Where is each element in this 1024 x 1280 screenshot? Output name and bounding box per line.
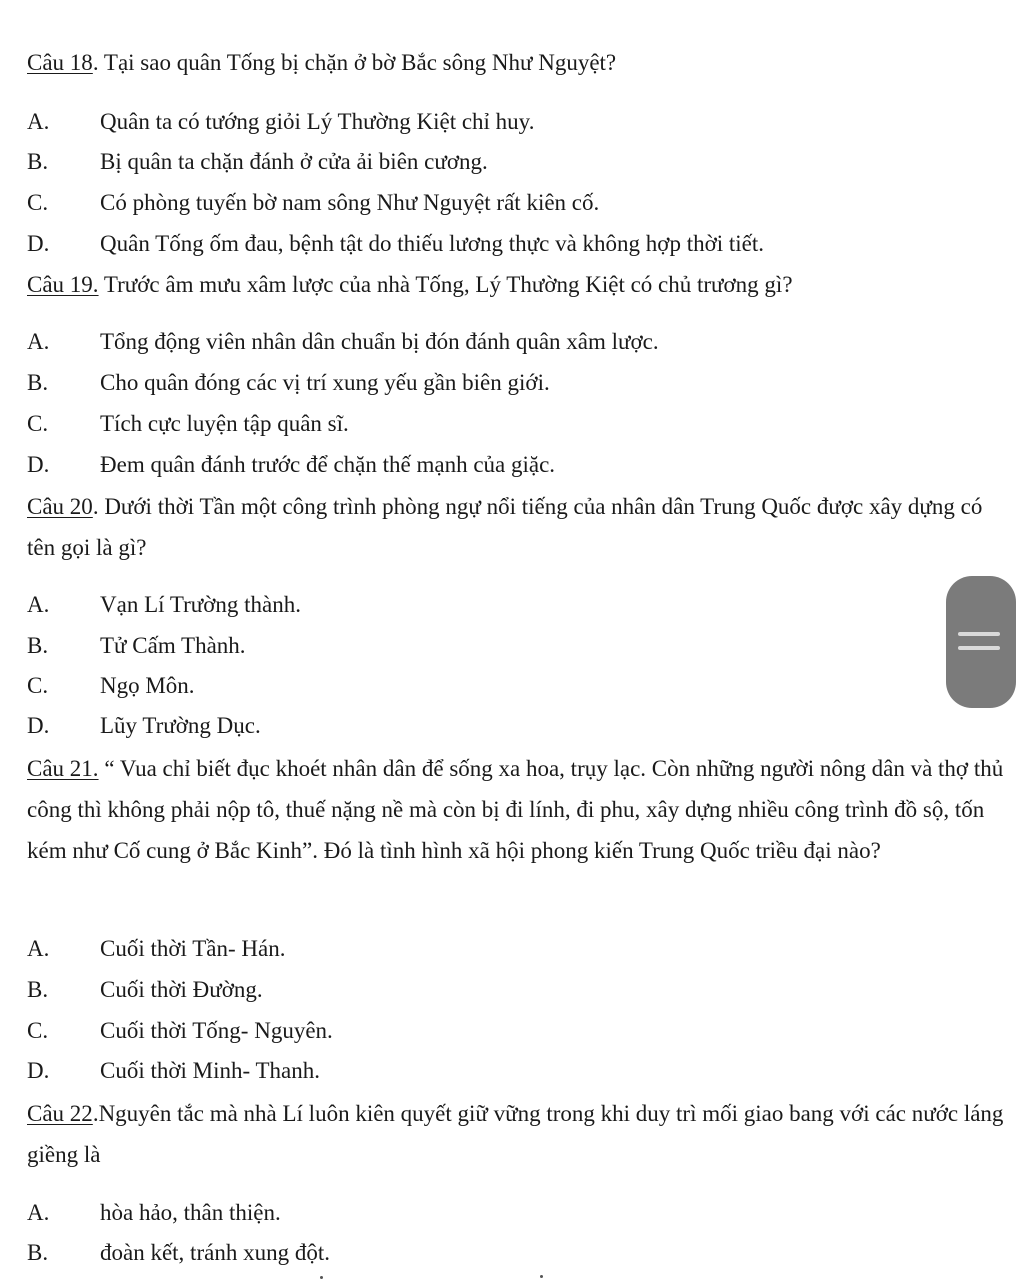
option-letter: A. — [27, 109, 50, 134]
scroll-handle[interactable] — [946, 576, 1016, 708]
question-19 — [27, 264, 1010, 305]
question-number: Câu 18 — [27, 50, 93, 75]
question-number: Câu 21. — [27, 756, 99, 781]
option-21-c[interactable] — [27, 1010, 333, 1051]
question-18 — [27, 42, 1010, 83]
option-21-b[interactable] — [27, 969, 263, 1010]
question-text: . Tại sao quân Tống bị chặn ở bờ Bắc sông Như Nguyệt? — [92, 50, 617, 75]
stray-mark — [320, 1276, 323, 1279]
option-text: Tổng động viên nhân dân chuẩn bị đón đánh quân xâm lược. — [100, 329, 659, 354]
option-text: Cuối thời Minh- Thanh. — [100, 1058, 321, 1083]
option-20-c[interactable] — [27, 665, 195, 706]
option-22-a[interactable] — [27, 1192, 281, 1233]
option-text: Cuối thời Tần- Hán. — [100, 936, 286, 961]
question-text: . Dưới thời Tần một công trình phòng ngự nổi tiếng của nhân dân Trung Quốc được xây dựng có tên gọi là gì? — [27, 494, 983, 560]
option-text: đoàn kết, tránh xung đột. — [100, 1240, 330, 1265]
question-number: Câu 22 — [27, 1101, 93, 1126]
grip-line-icon — [958, 646, 1000, 650]
option-18-b[interactable] — [27, 141, 488, 182]
option-20-b[interactable] — [27, 625, 246, 666]
option-text: Cuối thời Đường. — [100, 977, 263, 1002]
option-text: Ngọ Môn. — [100, 673, 195, 698]
option-letter: A. — [27, 329, 50, 354]
option-text: hòa hảo, thân thiện. — [100, 1200, 281, 1225]
option-text: Lũy Trường Dục. — [100, 713, 261, 738]
option-19-d[interactable] — [27, 444, 555, 485]
option-text: Cuối thời Tống- Nguyên. — [100, 1018, 333, 1043]
question-text: .Nguyên tắc mà nhà Lí luôn kiên quyết giữ vững trong khi duy trì mối giao bang với các nước láng giềng là — [27, 1101, 1004, 1167]
option-text: Tử Cấm Thành. — [100, 633, 246, 658]
option-letter: D. — [27, 452, 50, 477]
option-letter: D. — [27, 713, 50, 738]
question-21 — [27, 748, 1010, 871]
question-20 — [27, 486, 1010, 568]
option-letter: B. — [27, 1240, 49, 1265]
option-text: Tích cực luyện tập quân sĩ. — [100, 411, 349, 436]
grip-line-icon — [958, 632, 1000, 636]
option-letter: B. — [27, 977, 49, 1002]
question-text: “ Vua chỉ biết đục khoét nhân dân để sống xa hoa, trụy lạc. Còn những người nông dân và thợ thủ công thì không phải nộp tô, thuế nặng nề mà còn bị đi lính, đi phu, xây dựng nhiều công trình đồ sộ, tốn kém như Cố cung ở Bắc Kinh”. Đó là tình hình xã hội phong kiến Trung Quốc triều đại nào? — [27, 756, 1004, 863]
question-number: Câu 20 — [27, 494, 93, 519]
option-text: Bị quân ta chặn đánh ở cửa ải biên cương. — [100, 149, 488, 174]
option-19-c[interactable] — [27, 403, 349, 444]
option-text: Đem quân đánh trước để chặn thế mạnh của giặc. — [100, 452, 556, 477]
option-letter: A. — [27, 936, 50, 961]
question-number: Câu 19. — [27, 272, 99, 297]
option-letter: C. — [27, 673, 49, 698]
option-letter: C. — [27, 190, 49, 215]
option-letter: B. — [27, 370, 49, 395]
option-19-a[interactable] — [27, 321, 659, 362]
option-letter: C. — [27, 1018, 49, 1043]
option-letter: A. — [27, 592, 50, 617]
option-letter: B. — [27, 633, 49, 658]
option-text: Quân ta có tướng giỏi Lý Thường Kiệt chỉ huy. — [100, 109, 535, 134]
option-21-d[interactable] — [27, 1050, 320, 1091]
option-letter: B. — [27, 149, 49, 174]
option-letter: A. — [27, 1200, 50, 1225]
option-18-d[interactable] — [27, 223, 764, 264]
option-letter: C. — [27, 411, 49, 436]
option-20-d[interactable] — [27, 705, 261, 746]
option-text: Quân Tống ốm đau, bệnh tật do thiếu lương thực và không hợp thời tiết. — [100, 231, 765, 256]
option-19-b[interactable] — [27, 362, 550, 403]
option-20-a[interactable] — [27, 584, 301, 625]
stray-mark — [540, 1275, 543, 1278]
option-text: Vạn Lí Trường thành. — [100, 592, 301, 617]
option-text: Có phòng tuyến bờ nam sông Như Nguyệt rất kiên cố. — [100, 190, 600, 215]
option-18-a[interactable] — [27, 101, 534, 142]
option-letter: D. — [27, 1058, 50, 1083]
option-text: Cho quân đóng các vị trí xung yếu gần biên giới. — [100, 370, 550, 395]
question-text: Trước âm mưu xâm lược của nhà Tống, Lý Thường Kiệt có chủ trương gì? — [98, 272, 793, 297]
option-letter: D. — [27, 231, 50, 256]
option-22-b[interactable] — [27, 1232, 330, 1273]
question-22 — [27, 1093, 1010, 1175]
option-18-c[interactable] — [27, 182, 599, 223]
option-21-a[interactable] — [27, 928, 286, 969]
